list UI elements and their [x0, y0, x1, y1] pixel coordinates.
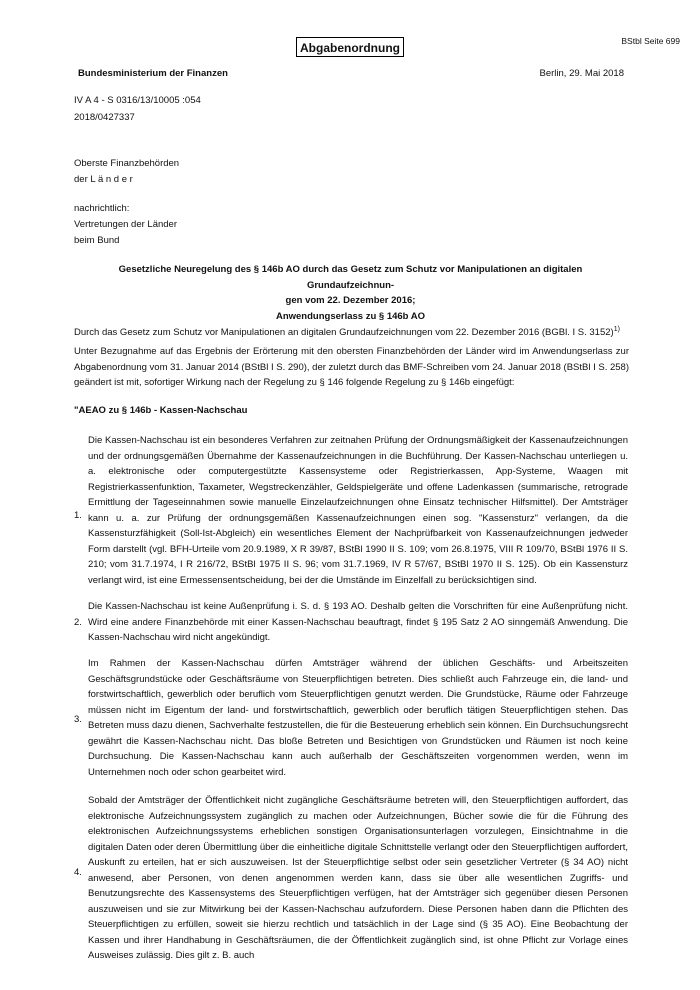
- document-number: 2018/0427337: [74, 112, 135, 123]
- reference-number: IV A 4 - S 0316/13/10005 :054: [74, 95, 201, 106]
- document-date: Berlin, 29. Mai 2018: [539, 68, 624, 79]
- cc-line-1: Vertretungen der Länder: [74, 219, 177, 230]
- intro-paragraph-1-text: Durch das Gesetz zum Schutz vor Manipulationen an digitalen Grundaufzeichnungen vom 22. Dezember 2016 (BGBl. I S. 3152): [74, 327, 614, 339]
- ministry-name: Bundesministerium der Finanzen: [78, 68, 228, 79]
- list-item-text: Die Kassen-Nachschau ist ein besonderes Verfahren zur zeitnahen Prüfung der Ordnungsmäßigkeit der Kassenaufzeichnungen und der ordnungsgemäßen Übernahme der Kassenaufzeichnungen in die Buchführung. Der Kassen-Nachschau unterliegen u. a. elektronische oder computergestützte Kassensysteme oder Registrierkassen, App-Systeme, Waagen mit Registrierkassenfunktion, Taxameter, Wegstreckenzähler, Geldspielgeräte und offene Ladenkassen (summarische, retrograde Ermittlung der Tageseinnahmen sowie manuelle Einzelaufzeichnungen ohne Einsatz technischer Hilfsmittel). Der Amtsträger kann u. a. zur Prüfung der ordnungsgemäßen Kassenaufzeichnungen einen sog. "Kassensturz" verlangen, da die Kassensturzfähigkeit (Soll-Ist-Abgleich) ein wesentliches Element der Nachprüfbarkeit von Kassenaufzeichnungen jedweder Form darstellt (vgl. BFH-Urteile vom 20.9.1989, X R 39/87, BStBl 1990 II S. 109; vom 26.8.1975, VIII R 109/70, BStBl 1976 II S. 210; vom 31.7.1974, I R 216/72, BStBl 1975 II S. 96; vom 31.7.1969, IV R 57/67, BStBl 1970 II S. 125). Ob ein Kassensturz verlangt wird, ist eine Ermessensentscheidung, bei der die Umstände im Einzelfall zu berücksichtigen sind.: [88, 435, 628, 586]
- subject-heading: [74, 262, 627, 324]
- list-item-number: 1.: [74, 510, 82, 521]
- subject-heading-line-1: Gesetzliche Neuregelung des § 146b AO durch das Gesetz zum Schutz vor Manipulationen an digitalen Grundaufzeichnun-: [118, 264, 583, 291]
- list-item-number: 3.: [74, 714, 82, 725]
- cc-label: nachrichtlich:: [74, 203, 130, 214]
- cc-line-2: beim Bund: [74, 235, 120, 246]
- recipient-line-2: der L ä n d e r: [74, 174, 133, 185]
- list-item-text: Sobald der Amtsträger der Öffentlichkeit nicht zugängliche Geschäftsräume betreten will, den Steuerpflichtigen auffordert, das elektronische Aufzeichnungssystem zugänglich zu machen oder Aufzeichnungen, Bücher sowie die für die Führung des elektronischen Aufzeichnungssystems erheblichen sonstigen Organisationsunterlagen vorzulegen, Einsichtnahme in die digitalen Daten oder deren Übermittlung über die einheitliche digitale Schnittstelle verlangt oder den Steuerpflichtigen auffordert, Auskunft zu erteilen, hat er sich auszuweisen. Ist der Steuerpflichtige selbst oder sein gesetzlicher Vertreter (§ 34 AO) nicht anwesend, aber Personen, von denen angenommen werden kann, dass sie über alle wesentlichen Zugriffs- und Benutzungsrechte des Kassensystems des Steuerpflichtigen verfügen, hat der Amtsträger sich gegenüber diesen Personen auszuweisen und sie zur Mitwirkung bei der Kassen-Nachschau aufzufordern. Diese Personen haben dann die Pflichten des Steuerpflichtigen zu erfüllen, soweit sie hierzu rechtlich und tatsächlich in der Lage sind (§ 35 AO). Eine Beobachtung der Kassen und ihrer Handhabung in Geschäftsräumen, die der Öffentlichkeit zugänglich sind, ist ohne Pflicht zur Vorlage eines Ausweises zulässig. Dies gilt z. B. auch: [88, 795, 628, 961]
- recipient-line-1: Oberste Finanzbehörden: [74, 158, 180, 169]
- document-title: Abgabenordnung: [296, 37, 404, 57]
- subject-heading-line-2: gen vom 22. Dezember 2016;: [285, 295, 416, 306]
- intro-paragraph-2: Unter Bezugnahme auf das Ergebnis der Erörterung mit den obersten Finanzbehörden der Länder wird im Anwendungserlass zur Abgabenordnung vom 31. Januar 2014 (BStBl I S. 290), der zuletzt durch das BMF-Schreiben vom 24. Januar 2018 (BStBl I S. 258) geändert ist mit, sofortiger Wirkung nach der Regelung zu § 146 folgende Regelung zu § 146b eingefügt:: [74, 346, 630, 388]
- footnote-marker: 1): [613, 326, 620, 333]
- subject-heading-line-3: Anwendungserlass zu § 146b AO: [275, 310, 426, 322]
- list-item-text: Die Kassen-Nachschau ist keine Außenprüfung i. S. d. § 193 AO. Deshalb gelten die Vorschriften für eine Außenprüfung nicht. Wird eine andere Finanzbehörde mit einer Kassen-Nachschau beauftragt, findet § 195 Satz 2 AO sinngemäß Anwendung. Die Kassen-Nachschau wird nicht angekündigt.: [88, 601, 628, 643]
- list-item-text: Im Rahmen der Kassen-Nachschau dürfen Amtsträger während der üblichen Geschäfts- und Arbeitszeiten Geschäftsgrundstücke oder Geschäftsräume von Steuerpflichtigen betreten. Dies schließt auch Fahrzeuge ein, die land- und forstwirtschaftlich, gewerblich oder beruflich vom Steuerpflichtigen genutzt werden. Die Grundstücke, Räume oder Fahrzeuge müssen nicht im Eigentum der land- und forstwirtschaftlich, gewerblich oder beruflich tätigen Steuerpflichtigen stehen. Das Betreten muss dazu dienen, Sachverhalte festzustellen, die für die Besteuerung erheblich sein können. Ein Durchsuchungsrecht gewährt die Kassen-Nachschau nicht. Das bloße Betreten und Besichtigen von Grundstücken und Räumen ist noch keine Durchsuchung. Die Kassen-Nachschau kann auch außerhalb der Geschäftszeiten vorgenommen werden, wenn im Unternehmen noch oder schon gearbeitet wird.: [88, 658, 628, 778]
- list-item-number: 4.: [74, 867, 82, 878]
- intro-paragraph-1: [74, 322, 629, 341]
- section-title: "AEAO zu § 146b - Kassen-Nachschau: [74, 405, 248, 416]
- page-reference: BStbl Seite 699: [621, 36, 680, 46]
- list-item-number: 2.: [74, 617, 82, 628]
